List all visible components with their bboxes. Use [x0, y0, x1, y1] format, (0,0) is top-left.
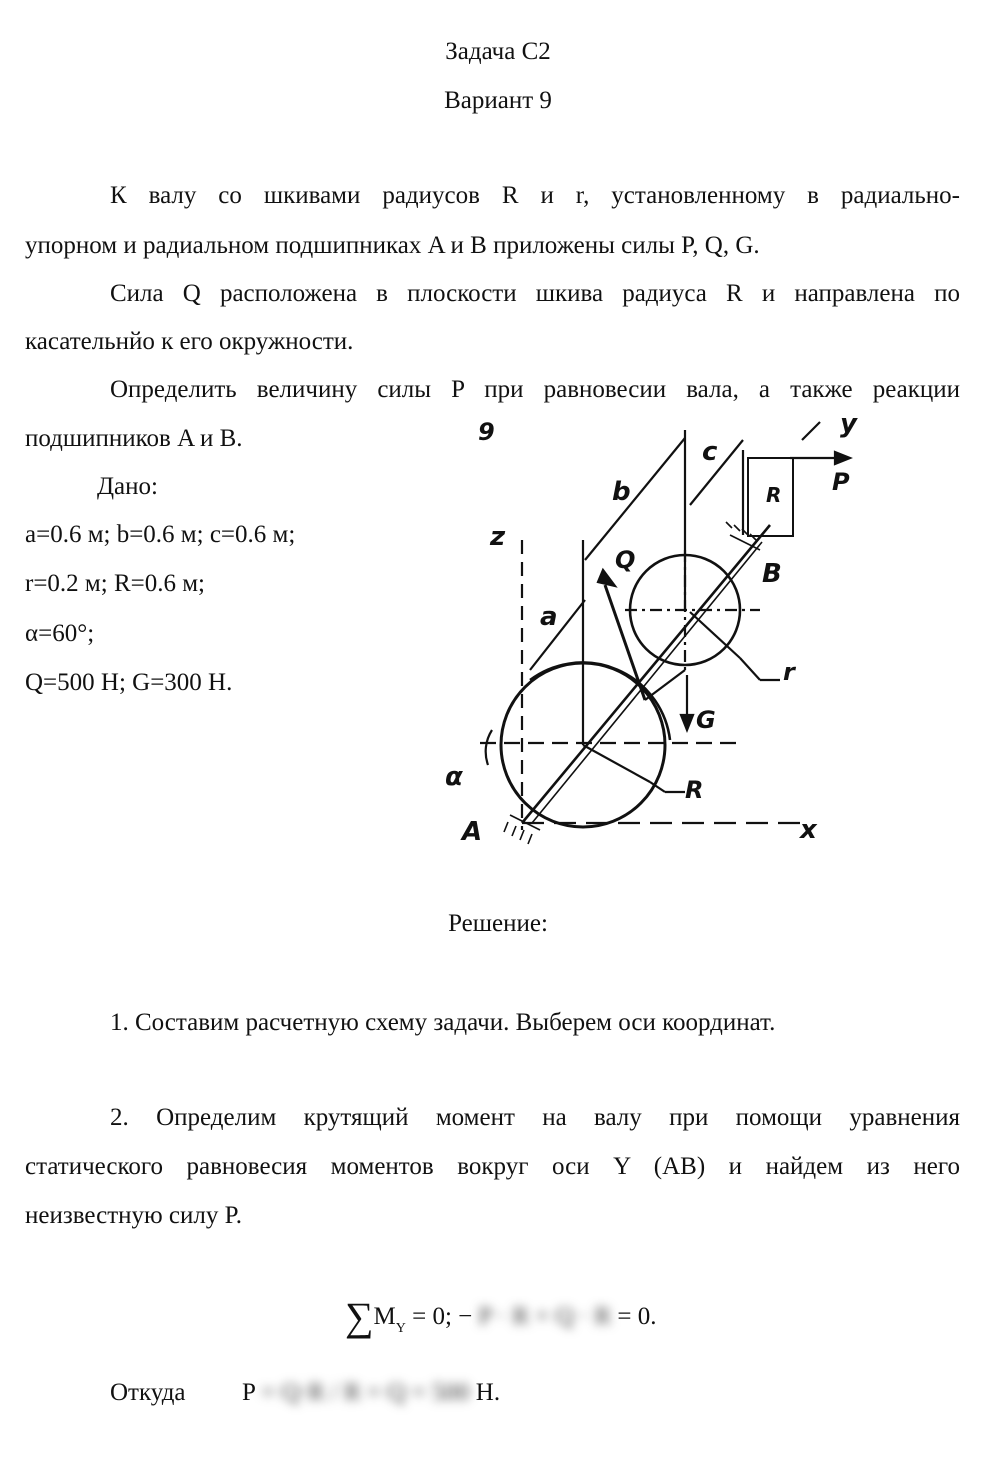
force-p-label: P: [832, 468, 850, 496]
solution-step-2-line: статического равновесия моментов вокруг оси Y (AB) и найдем из него: [25, 1153, 960, 1180]
result-variable: P: [242, 1379, 255, 1406]
force-g-label: G: [696, 706, 716, 734]
equation-text: = 0; −: [412, 1303, 473, 1330]
problem-text-line: К валу со шкивами радиусов R и r, установленному в радиально-: [110, 182, 960, 209]
problem-text-line: упорном и радиальном подшипниках A и B приложены силы P, Q, G.: [25, 232, 760, 259]
shaft-diagram: [440, 410, 890, 870]
solution-step-1: 1. Составим расчетную схему задачи. Выберем оси координат.: [110, 1009, 776, 1036]
given-item: a=0.6 м; b=0.6 м; c=0.6 м;: [25, 521, 296, 548]
z-axis-label: z: [490, 522, 506, 552]
angle-alpha-label: α: [445, 762, 463, 792]
sum-symbol: ∑: [345, 1294, 374, 1339]
dim-b-label: b: [612, 477, 631, 507]
given-label: Дано:: [97, 473, 158, 500]
result-unit: Н.: [475, 1379, 501, 1406]
dim-c-label: c: [702, 437, 718, 467]
force-q-label: Q: [615, 546, 636, 574]
equation-end: = 0.: [617, 1303, 657, 1330]
x-axis-label: x: [800, 815, 817, 845]
moment-equation: [345, 1294, 657, 1339]
solution-step-2-line: неизвестную силу P.: [25, 1202, 243, 1229]
dim-a-label: a: [540, 602, 558, 632]
result-equation: [110, 1378, 500, 1408]
problem-text-line: подшипников A и B.: [25, 425, 243, 452]
moment-subscript: Y: [395, 1321, 406, 1336]
given-item: Q=500 Н; G=300 Н.: [25, 669, 233, 696]
blurred-expression: P · R + Q · R: [478, 1303, 612, 1330]
bearing-b-label: B: [762, 559, 782, 589]
y-axis-label: y: [840, 410, 857, 439]
moment-symbol: M: [373, 1303, 396, 1330]
bearing-a-label: A: [462, 817, 483, 847]
task-title: Задача С2: [445, 38, 551, 65]
radius-r-box-label: R: [766, 483, 782, 507]
result-label: Откуда: [110, 1379, 186, 1406]
given-item: α=60°;: [25, 620, 95, 647]
given-item: r=0.2 м; R=0.6 м;: [25, 570, 205, 597]
problem-text-line: касательнйо к его окружности.: [25, 328, 354, 355]
solution-step-2-line: 2. Определим крутящий момент на валу при помощи уравнения: [110, 1104, 960, 1131]
radius-small-label: r: [783, 658, 795, 686]
figure-variant-label: 9: [478, 418, 495, 446]
problem-text-line: Сила Q расположена в плоскости шкива радиуса R и направлена по: [110, 280, 960, 307]
solution-title: Решение:: [448, 910, 548, 937]
problem-text-line: Определить величину силы P при равновесии вала, а также реакции: [110, 376, 960, 403]
blurred-result: = Q·R / R = Q = 500: [261, 1379, 470, 1406]
radius-big-label: R: [685, 776, 704, 804]
variant-title: Вариант 9: [444, 87, 552, 114]
